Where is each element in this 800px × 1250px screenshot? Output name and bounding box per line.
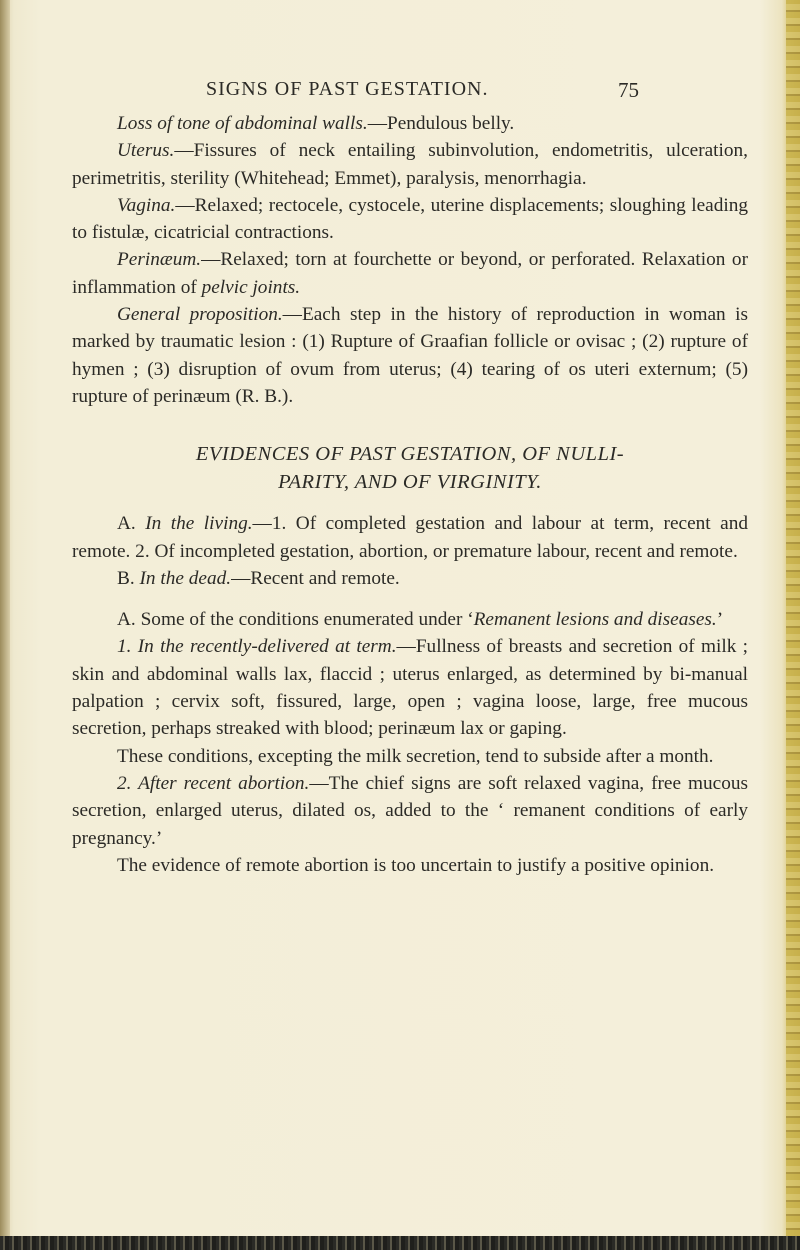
paragraph-general-proposition — [72, 301, 748, 410]
paragraph-text: —Relaxed; torn at fourchette or beyond, or perforated. Relaxation or inflammation of — [72, 249, 748, 298]
paragraph-recently-delivered — [72, 633, 748, 742]
term: In the living. — [145, 513, 253, 535]
section-letter: B. — [117, 567, 135, 589]
paragraph-recent-abortion — [72, 770, 748, 852]
term: Uterus. — [117, 140, 175, 162]
paragraph-text: —Recent and remote. — [231, 567, 400, 589]
paragraph-text: —Pendulous belly. — [367, 113, 515, 134]
section-letter: A. — [117, 609, 136, 631]
paragraph-text: Some of the conditions enumerated under ‘ — [140, 609, 474, 631]
paragraph-remote-abortion — [72, 852, 748, 879]
paragraph-text: —Fissures of neck entailing subinvolution, endometritis, ulceration, perimetritis, sterility (Whitehead; Emmet), paralysis, menorrhagia. — [72, 140, 748, 189]
running-head-title: SIGNS OF PAST GESTATION. — [206, 78, 489, 100]
paragraph-abdominal-walls — [72, 110, 748, 137]
paragraph-uterus — [72, 137, 748, 192]
section-letter: A. — [117, 513, 136, 535]
section-heading — [72, 440, 748, 496]
section-heading-line: PARITY, AND OF VIRGINITY. — [278, 471, 542, 494]
term: Loss of tone of abdominal walls. — [117, 113, 368, 134]
page-spine-shadow — [0, 0, 10, 1250]
paragraph-remanent-lesions — [72, 606, 748, 633]
paragraph-text: —Relaxed; rectocele, cystocele, uterine displacements; sloughing leading to fistulæ, cicatricial contractions. — [72, 194, 748, 244]
section-heading-line: EVIDENCES OF PAST GESTATION, OF NULLI- — [195, 443, 625, 466]
paragraph-perinaeum — [72, 246, 748, 301]
term: 2. After recent abortion. — [117, 772, 310, 794]
term: Perinæum. — [117, 249, 202, 271]
paragraph-vagina — [72, 192, 748, 247]
term: Vagina. — [117, 194, 176, 216]
spacer — [72, 592, 748, 606]
page-body — [72, 110, 748, 879]
term: Remanent lesions and diseases. — [473, 609, 717, 631]
term: In the dead. — [139, 567, 232, 589]
paragraph-in-the-dead — [72, 565, 748, 592]
paragraph-text: The evidence of remote abortion is too uncertain to justify a positive opinion. — [117, 854, 715, 876]
term: General proposition. — [117, 304, 283, 326]
page-number: 75 — [618, 78, 639, 102]
paragraph-in-the-living — [72, 510, 748, 565]
paragraph-text: —1. Of completed gestation and labour at term, recent and remote. 2. Of incompleted gestation, abortion, or premature labour, recent and remote. — [72, 513, 748, 562]
term: pelvic joints. — [201, 276, 301, 298]
term: 1. In the recently-delivered at term. — [117, 636, 397, 658]
page-bottom-edge — [0, 1236, 800, 1250]
paragraph-text: —Fullness of breasts and secretion of milk ; skin and abdominal walls lax, flaccid ; uterus enlarged, as determined by bi-manual palpation ; cervix soft, fissured, large, open ; vagina loose, large, free mucous secretion, perhaps streaked with blood; perinæum lax or gaping. — [72, 636, 748, 740]
page-edge — [786, 0, 800, 1250]
paragraph-conditions-subside — [72, 743, 748, 770]
paragraph-text: —The chief signs are soft relaxed vagina, free mucous secretion, enlarged uterus, dilated os, added to the ‘ remanent conditions of early pregnancy.’ — [72, 772, 748, 849]
running-head — [0, 78, 800, 108]
paragraph-text: These conditions, excepting the milk secretion, tend to subside after a month. — [117, 745, 714, 767]
paragraph-text: —Each step in the history of reproduction in woman is marked by traumatic lesion : (1) Rupture of Graafian follicle or ovisac ; (2) rupture of hymen ; (3) disruption of ovum from uterus; (4) tearing of os uteri externum; (5) rupture of perinæum (R. B.). — [72, 304, 748, 407]
paragraph-text: ’ — [716, 609, 724, 631]
